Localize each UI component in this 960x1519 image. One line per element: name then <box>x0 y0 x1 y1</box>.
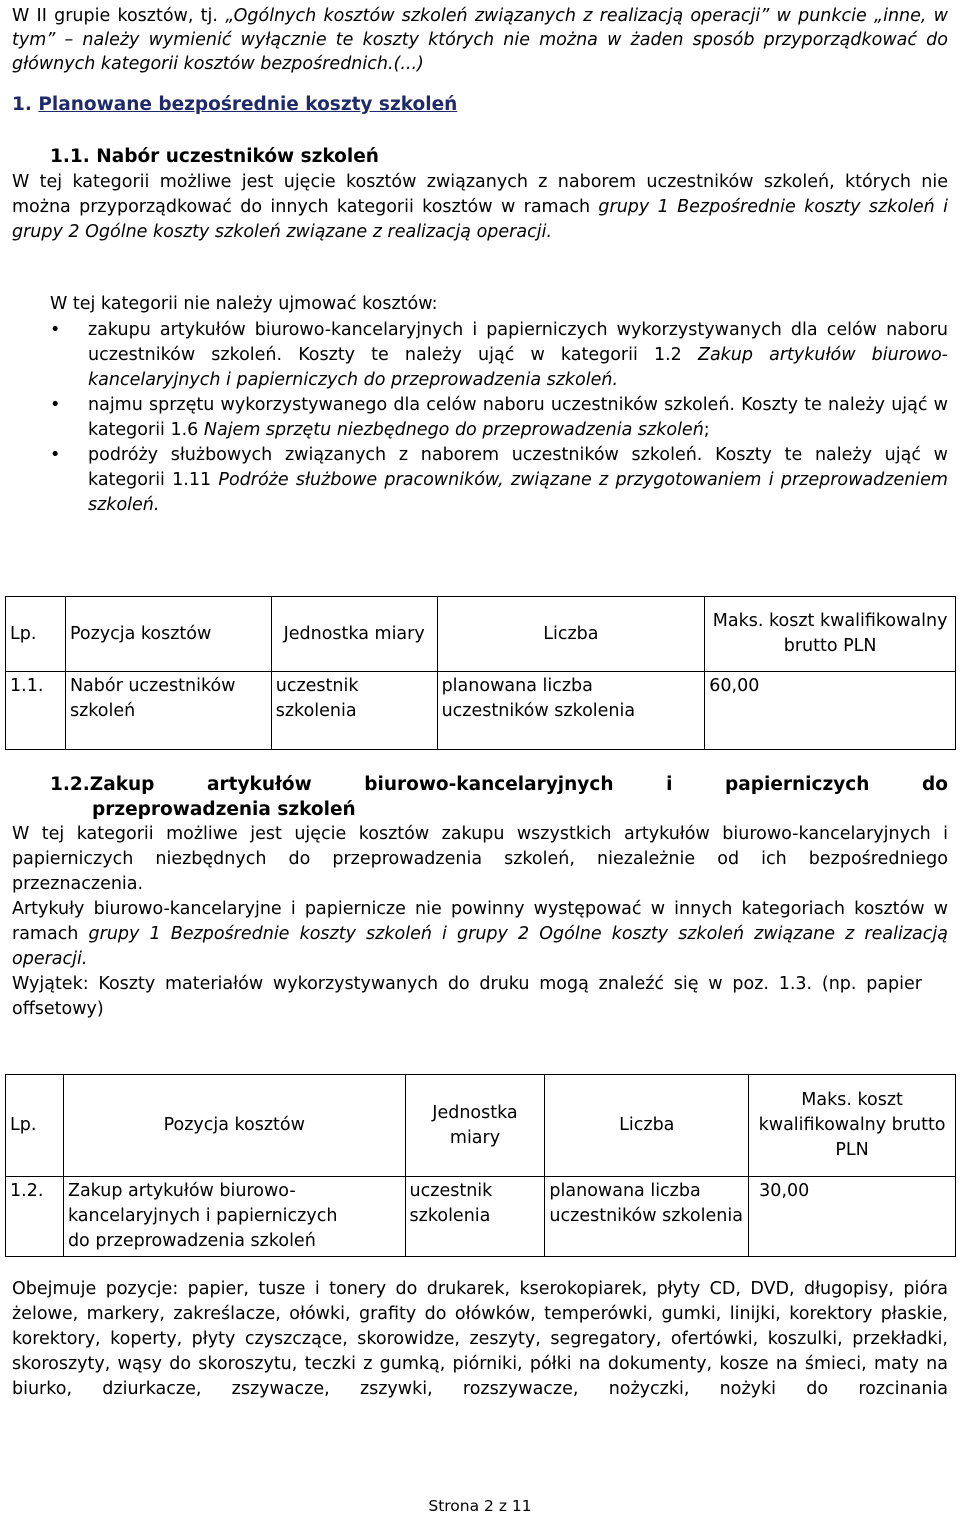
table-cell: 1.1. <box>6 672 66 750</box>
table-cell: 30,00 <box>749 1177 956 1257</box>
table-cell: uczestnik szkolenia <box>271 672 437 750</box>
table-row <box>6 672 956 750</box>
section-1-2-body <box>12 822 948 1022</box>
section-1-1-paragraph <box>12 170 948 245</box>
bullet-italic: Podróże służbowe pracowników, związane z przygotowaniem i przeprowadzeniem szkoleń. <box>88 470 948 515</box>
table-header-cell: Pozycja kosztów <box>63 1075 405 1177</box>
list-item <box>12 393 948 443</box>
list-item <box>12 318 948 393</box>
section-1-1-heading: 1.1. Nabór uczestników szkoleń <box>50 146 379 167</box>
section-1-number: 1. <box>12 94 32 115</box>
section-1-1-para-plain: W tej kategorii możliwe jest ujęcie kosztów związanych z naborem uczestników szkoleń, których nie można przyporządkować do innych kategorii kosztów w ramach <box>12 172 948 217</box>
exclusions-intro: W tej kategorii nie należy ujmować kosztów: <box>50 294 438 314</box>
cost-table-1-2 <box>5 1074 956 1257</box>
section-1-2-heading: 1.2.Zakup artykułów biurowo-kancelaryjnych i papierniczych do <box>50 774 948 795</box>
items-paragraph: Obejmuje pozycje: papier, tusze i tonery do drukarek, kserokopiarek, płyty CD, DVD, długopisy, pióra żelowe, markery, zakreślacze, ołówki, grafity do ołówków, temperówki, gumki, linijki, korektory płaskie, korektory, koperty, płyty czyszczące, skorowidze, zeszyty, segregatory, ofertówki, koszulki, przekładki, skoroszyty, wąsy do skoroszytu, teczki z gumką, piórniki, półki na dokumenty, kosze na śmieci, maty na biurko, dziurkacze, zszywacze, zszywki, rozszywacze, nożyczki, nożyki do rozcinania <box>12 1279 948 1399</box>
section-1-title: Planowane bezpośrednie koszty szkoleń <box>38 94 458 115</box>
table-cell: uczestnik szkolenia <box>405 1177 545 1257</box>
table-cell: Zakup artykułów biurowo-kancelaryjnych i papierniczych do przeprowadzenia szkoleń <box>63 1177 405 1257</box>
table-header-cell: Maks. koszt kwalifikowalny brutto PLN <box>705 597 956 672</box>
table-cell: 60,00 <box>705 672 956 750</box>
bullet-icon: • <box>50 395 61 415</box>
table-header-cell: Pozycja kosztów <box>65 597 271 672</box>
bullet-icon: • <box>50 320 61 340</box>
page-number: Strona 2 z 11 <box>428 1497 532 1515</box>
section-1-2-para-2-plain: Artykuły biurowo-kancelaryjne i papiernicze nie powinny występować w innych kategoriach kosztów w ramach <box>12 899 948 944</box>
table-cell: 1.2. <box>6 1177 64 1257</box>
table-cell: planowana liczba uczestników szkolenia <box>437 672 705 750</box>
section-1-2-para-2-italic: grupy 1 Bezpośrednie koszty szkoleń i grupy 2 Ogólne koszty szkoleń związane z realizacją operacji. <box>12 924 948 969</box>
intro-paragraph <box>12 4 948 76</box>
bullet-icon: • <box>50 445 61 465</box>
table-header-cell: Jednostka miary <box>405 1075 545 1177</box>
section-1-2-para-3: Wyjątek: Koszty materiałów wykorzystywanych do druku mogą znaleźć się w poz. 1.3. (np. papier offsetowy) <box>12 974 922 1019</box>
table-cell: Nabór uczestników szkoleń <box>65 672 271 750</box>
bullet-plain: zakupu artykułów biurowo-kancelaryjnych i papierniczych wykorzystywanych dla celów naboru uczestników szkoleń. Koszty te należy ująć w kategorii 1.2 <box>88 320 948 365</box>
table-header-cell: Jednostka miary <box>271 597 437 672</box>
table-header-row <box>6 1075 956 1177</box>
list-item <box>12 443 948 518</box>
table-header-cell: Maks. koszt kwalifikowalny brutto PLN <box>749 1075 956 1177</box>
section-1-heading <box>12 94 457 115</box>
bullet-tail: ; <box>703 420 710 440</box>
bullet-plain: najmu sprzętu wykorzystywanego dla celów naboru uczestników szkoleń. Koszty te należy ująć w kategorii 1.6 <box>88 395 948 440</box>
intro-text: „Ogólnych kosztów szkoleń związanych z realizacją operacji” w punkcie „inne, w tym” – należy wymienić wyłącznie te koszty których nie można w żaden sposób przyporządkować do głównych kategorii kosztów bezpośrednich.(...) <box>12 6 948 74</box>
table-row <box>6 1177 956 1257</box>
table-header-cell: Lp. <box>6 1075 64 1177</box>
table-header-row <box>6 597 956 672</box>
bullet-italic: Najem sprzętu niezbędnego do przeprowadzenia szkoleń <box>203 420 704 440</box>
bullet-plain: podróży służbowych związanych z naborem uczestników szkoleń. Koszty te należy ująć w kategorii 1.11 <box>88 445 948 490</box>
section-1-2-heading-cont: przeprowadzenia szkoleń <box>92 799 356 820</box>
section-1-2-para-2 <box>12 897 948 972</box>
section-1-1-para-italic: grupy 1 Bezpośrednie koszty szkoleń i grupy 2 Ogólne koszty szkoleń związane z realizacją operacji. <box>12 197 949 242</box>
bullet-italic: Zakup artykułów biurowo-kancelaryjnych i papierniczych do przeprowadzenia szkoleń. <box>88 345 948 390</box>
exclusions-list <box>12 318 948 518</box>
cost-table-1-1 <box>5 596 956 750</box>
section-1-2-para-1: W tej kategorii możliwe jest ujęcie kosztów zakupu wszystkich artykułów biurowo-kancelaryjnych i papierniczych niezbędnych do przeprowadzenia szkoleń, niezależnie od ich bezpośredniego przeznaczenia. <box>12 824 948 894</box>
table-cell: planowana liczba uczestników szkolenia <box>545 1177 749 1257</box>
table-header-cell: Liczba <box>545 1075 749 1177</box>
table-header-cell: Lp. <box>6 597 66 672</box>
table-header-cell: Liczba <box>437 597 705 672</box>
intro-lead: W II grupie kosztów, tj. <box>12 6 218 26</box>
